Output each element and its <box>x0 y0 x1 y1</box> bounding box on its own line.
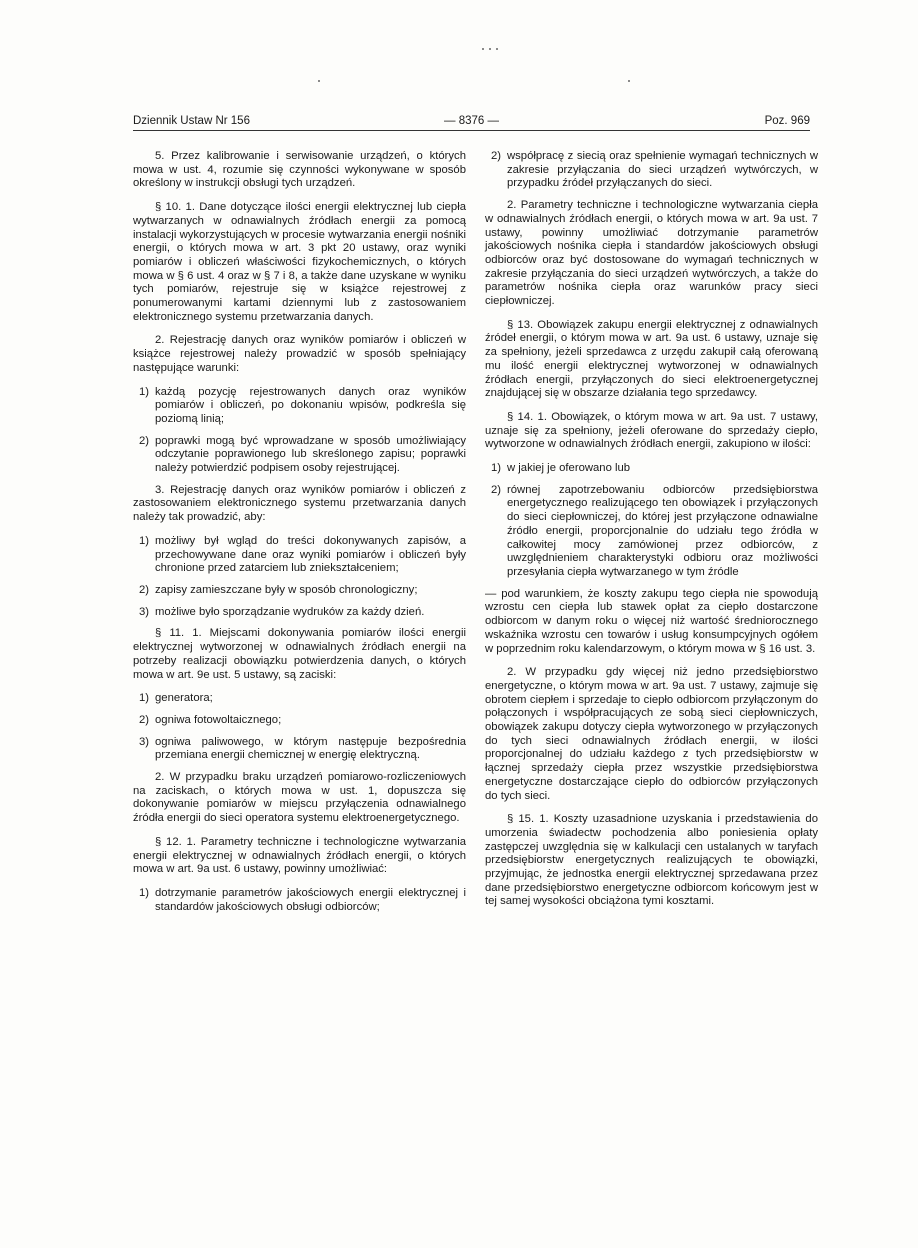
list-number: 2) <box>139 713 150 726</box>
list-text: ogniwa fotowoltaicznego; <box>155 713 282 726</box>
list-item <box>133 887 466 914</box>
list-text: zapisy zamieszczane były w sposób chronologiczny; <box>155 583 418 596</box>
paragraph: 2. Parametry techniczne i technologiczne wytwarzania ciepła w odnawialnych źródłach energii, o których mowa w art. 9a ust. 7 ustawy, powinny umożliwiać dotrzymanie parametrów jakościowych nośnika ciepła i standardów jakościowych obsługi odbiorców oraz być dostosowane do wymagań technicznych w zakresie przyłączania do sieci urządzeń wytwórczych, a także do parametrów nośnika ciepła oraz warunków pracy sieci ciepłowniczej. <box>485 199 818 308</box>
list-item <box>133 736 466 763</box>
paragraph: § 10. 1. Dane dotyczące ilości energii elektrycznej lub ciepła wytwarzanych w odnawialnych źródłach energii za pomocą instalacji wykorzystujących w procesie wytwarzania energii nośniki energii, o których mowa w art. 3 pkt 20 ustawy, oraz wyniki pomiarów i obliczeń właściwości fizykochemicznych, o których mowa w § 6 ust. 4 oraz w § 7 i 8, a także dane uzyskane w wyniku tych pomiarów, rejestruje się w książce rejestrowej z ponumerowanymi kartami dziennymi lub z zastosowaniem elektronicznego systemu przetwarzania danych. <box>133 201 466 323</box>
scan-speck <box>482 48 484 50</box>
paragraph: § 13. Obowiązek zakupu energii elektrycznej z odnawialnych źródeł energii, o którym mowa w art. 9a ust. 6 ustawy, uznaje się za spełniony, jeżeli sprzedawca z urzędu zakupił całą oferowaną mu ilość energii elektrycznej wytworzonej w odnawialnych źródłach energii, przyłączonych do sieci elektroenergetycznej znajdującej się w obszarze działania tego sprzedawcy. <box>485 318 818 400</box>
scan-speck <box>628 80 630 82</box>
list-item <box>133 584 466 598</box>
list-item <box>133 692 466 706</box>
paragraph: 2. Rejestrację danych oraz wyników pomiarów i obliczeń w książce rejestrowej należy prowadzić w sposób spełniający następujące warunki: <box>133 334 466 374</box>
scan-speck <box>318 80 320 82</box>
left-column <box>133 150 466 922</box>
paragraph: § 12. 1. Parametry techniczne i technologiczne wytwarzania energii elektrycznej w odnawialnych źródłach energii, o których mowa w art. 9a ust. 6 ustawy, powinny umożliwiać: <box>133 835 466 876</box>
list-number: 3) <box>139 605 150 618</box>
journal-title: Dziennik Ustaw Nr 156 <box>133 115 250 127</box>
list-number: 2) <box>139 583 150 596</box>
page-number: — 8376 — <box>444 115 499 127</box>
list-number: 2) <box>491 483 502 496</box>
list-text: ogniwa paliwowego, w którym następuje bezpośrednia przemiana energii chemicznej w energię elektryczną. <box>155 735 466 762</box>
list-item <box>133 606 466 620</box>
list-text: możliwe było sporządzanie wydruków za każdy dzień. <box>155 605 425 618</box>
list-number: 1) <box>139 886 150 899</box>
list-text: każdą pozycję rejestrowanych danych oraz wyników pomiarów i obliczeń, po dokonaniu wpisów, podkreśla się poziomą linią; <box>155 385 466 425</box>
list-item <box>133 714 466 728</box>
scan-speck <box>496 48 498 50</box>
list-number: 2) <box>491 150 502 162</box>
list-item <box>485 150 818 191</box>
list-text: generatora; <box>155 692 213 705</box>
position-number: Poz. 969 <box>764 115 810 127</box>
paragraph: 3. Rejestrację danych oraz wyników pomiarów i obliczeń z zastosowaniem elektronicznego systemu przetwarzania danych należy tak prowadzić, aby: <box>133 483 466 524</box>
paragraph: 2. W przypadku braku urządzeń pomiarowo-rozliczeniowych na zaciskach, o których mowa w ust. 1, dopuszcza się dokonywanie pomiarów w miejscu przyłączenia odnawialnego źródła energii do sieci operatora systemu elektroenergetycznego. <box>133 771 466 825</box>
list-number: 1) <box>139 385 150 398</box>
list-text: poprawki mogą być wprowadzane w sposób umożliwiający odczytanie poprawionego lub skreślonego zapisu; poprawki należy potwierdzić podpisem osoby rejestrującej. <box>155 434 466 475</box>
scan-speck <box>489 48 491 50</box>
list-item <box>485 462 818 476</box>
paragraph: 5. Przez kalibrowanie i serwisowanie urządzeń, o których mowa w ust. 4, rozumie się czynności wykonywane w sposób określony w instrukcji obsługi tych urządzeń. <box>133 150 466 190</box>
list-number: 3) <box>139 735 150 748</box>
list-number: 1) <box>139 534 150 547</box>
paragraph: 2. W przypadku gdy więcej niż jedno przedsiębiorstwo energetyczne, o którym mowa w art. 9a ust. 7 ustawy, zajmuje się obrotem ciepłem i sprzedaje to ciepło odbiorcom przyłączonym do połączonych i współpracujących ze sobą sieci ciepłowniczych, obowiązek zakupu dotyczy ciepła wytworzonego w przyłączonych do tych sieci odnawialnych źródłach energii, w ilości proporcjonalnej do udziału każdego z tych przedsiębiorstw w łącznej sprzedaży ciepła przez wszystkie przedsiębiorstwa energetyczne dostarczające ciepło do odbiorców przyłączonych do tych sieci. <box>485 666 818 802</box>
list-text: możliwy był wgląd do treści dokonywanych zapisów, a przechowywane dane oraz wyniki pomiarów i obliczeń były chronione przed zatarciem lub zniekształceniem; <box>155 534 466 575</box>
list-text: w jakiej je oferowano lub <box>507 462 631 475</box>
list-item <box>485 484 818 580</box>
list-item <box>133 386 466 427</box>
list-number: 2) <box>139 434 150 447</box>
paragraph: — pod warunkiem, że koszty zakupu tego ciepła nie spowodują wzrostu cen ciepła lub stawek opłat za ciepło dostarczone odbiorcom w danym roku o więcej niż wartość średniorocznego wskaźnika wzrostu cen towarów i usług konsumpcyjnych ogółem w poprzednim roku kalendarzowym, o którym mowa w § 16 ust. 3. <box>485 587 818 655</box>
list-item <box>133 535 466 576</box>
list-text: współpracę z siecią oraz spełnienie wymagań technicznych w zakresie przyłączania do sieci urządzeń wytwórczych, w przypadku źródeł przyłączanych do sieci. <box>507 150 818 190</box>
paragraph: § 14. 1. Obowiązek, o którym mowa w art. 9a ust. 7 ustawy, uznaje się za spełniony, jeżeli oferowane do sprzedaży ciepło, wytworzone w odnawialnych źródłach energii, zakupiono w ilości: <box>485 410 818 451</box>
list-text: równej zapotrzebowaniu odbiorców przedsiębiorstwa energetycznego realizującego ten obowiązek i przyłączonych do sieci ciepłowniczej, do której jest przyłączone odnawialne źródło energii, proporcjonalnie do udziału tego źródła w całkowitej mocy zamówionej przez odbiorców, z uwzględnieniem charakterystyki odbioru oraz możliwości przesyłania ciepła wytwarzanego w tym źródle <box>507 483 818 578</box>
list-number: 1) <box>139 692 150 705</box>
list-text: dotrzymanie parametrów jakościowych energii elektrycznej i standardów jakościowych obsługi odbiorców; <box>155 886 466 913</box>
paragraph: § 11. 1. Miejscami dokonywania pomiarów ilości energii elektrycznej wytworzonej w odnawialnych źródłach energii na potrzeby realizacji obowiązku potwierdzenia danych, o których mowa w art. 9e ust. 5 ustawy, są zaciski: <box>133 627 466 681</box>
page-header <box>133 110 810 131</box>
list-item <box>133 435 466 476</box>
list-number: 1) <box>491 462 502 475</box>
right-column <box>485 150 818 919</box>
paragraph: § 15. 1. Koszty uzasadnione uzyskania i przedstawienia do umorzenia świadectw pochodzenia albo poniesienia opłaty zastępczej uwzględnia się w kalkulacji cen ustalanych w taryfach przedsiębiorstw energetycznych realizujących te obowiązki, przyjmując, że jednostka energii elektrycznej sprzedawana przez dane przedsiębiorstwo energetyczne odbiorcom końcowym jest w tej samej wysokości obciążona tymi kosztami. <box>485 813 818 908</box>
